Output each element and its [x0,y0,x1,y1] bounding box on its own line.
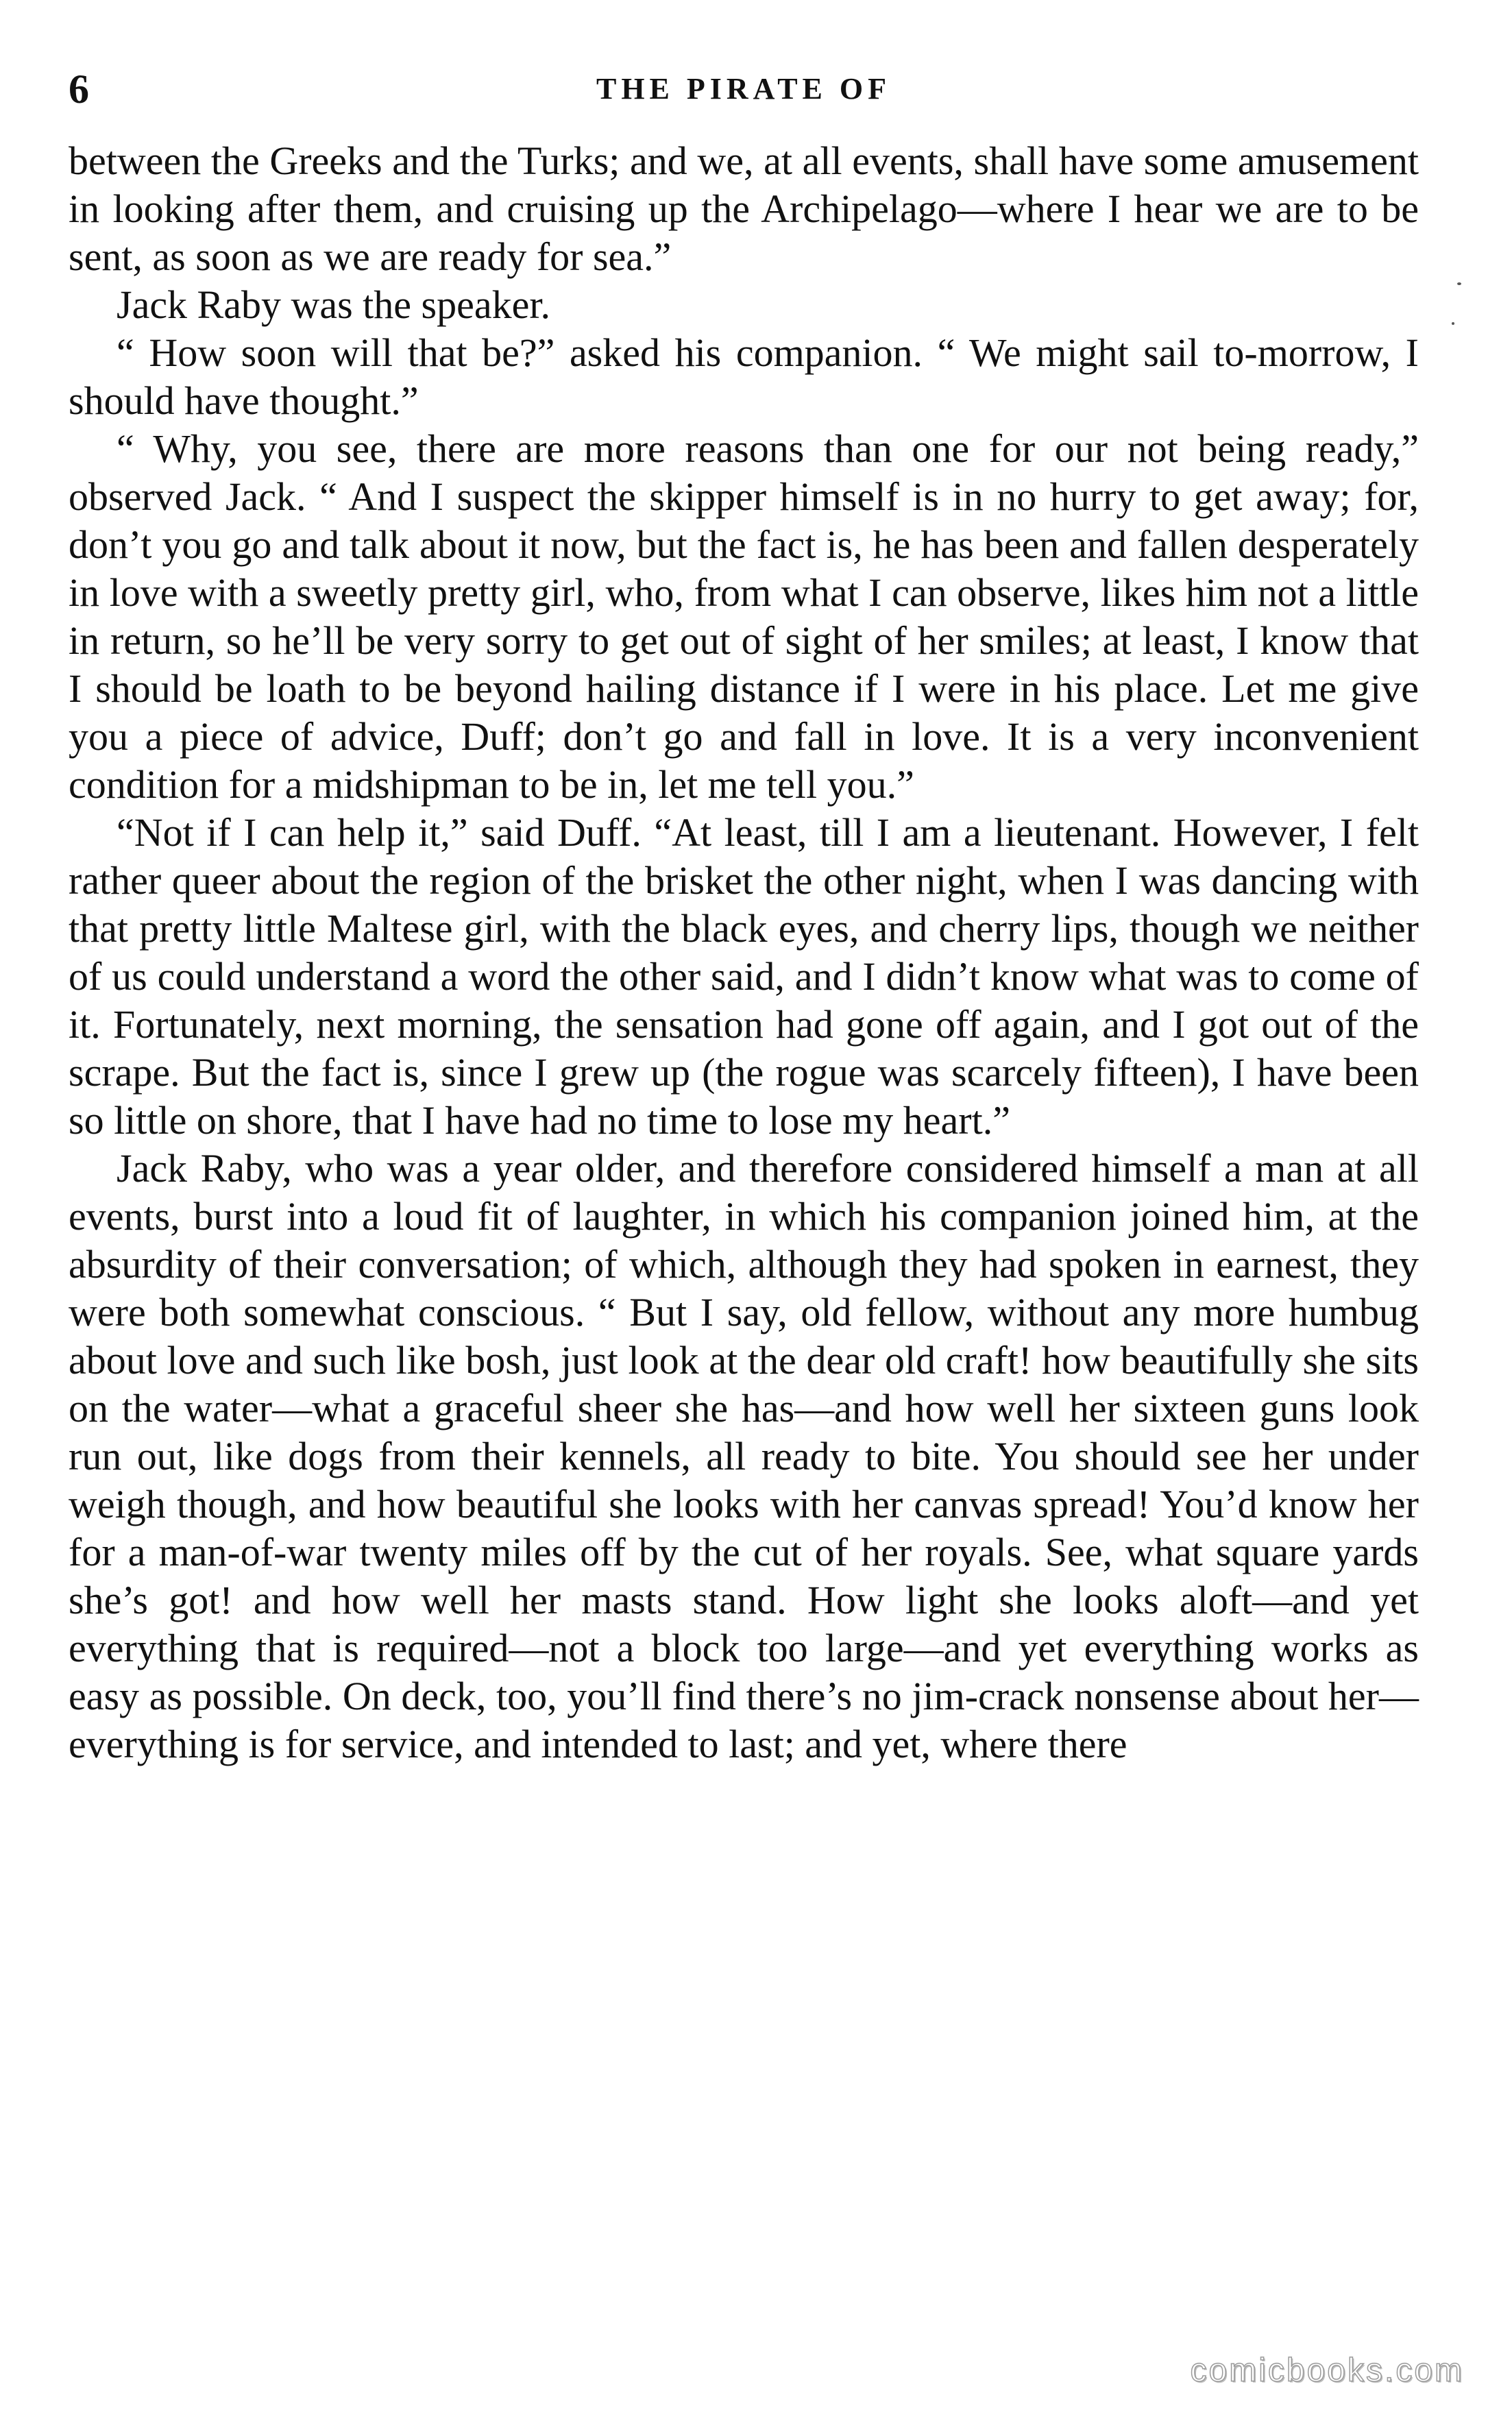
ink-speck [1452,322,1454,325]
ink-speck [1457,282,1461,285]
paragraph-continued: between the Greeks and the Turks; and we, at all events, shall have some amusement in looking after them, and cruising up the Archipelago—where I hear we are to be sent, as soon as we are ready for sea.” [69,138,1419,279]
watermark: comicbooks.com [1190,2352,1464,2389]
page-header [69,62,1419,117]
body-text [69,137,1419,1768]
page-number: 6 [69,66,89,112]
paragraph: “Not if I can help it,” said Duff. “At least, till I am a lieutenant. However, I felt rather queer about the region of the brisket the other night, when I was dancing with that pretty little Maltese girl, with the black eyes, and cherry lips, though we neither of us could understand a word the other said, and I didn’t know what was to come of it. Fortunately, next morning, the sensation had gone off again, and I got out of the scrape. But the fact is, since I grew up (the rogue was scarcely fifteen), I have been so little on shore, that I have had no time to lose my heart.” [69,810,1419,1143]
paragraph: “ How soon will that be?” asked his companion. “ We might sail to-morrow, I should have thought.” [69,330,1419,423]
running-head: THE PIRATE OF [596,72,891,106]
paragraph: Jack Raby was the speaker. [117,282,550,327]
paragraph: Jack Raby, who was a year older, and therefore considered himself a man at all events, burst into a loud fit of laughter, in which his companion joined him, at the absurdity of their conversation; of which, although they had spoken in earnest, they were both somewhat conscious. “ But I say, old fellow, without any more humbug about love and such like bosh, just look at the dear old craft! how beautifully she sits on the water—what a graceful sheer she has—and how well her sixteen guns look run out, like dogs from their kennels, all ready to bite. You should see her under weigh though, and how beautiful she looks with her canvas spread! You’d know her for a man-of-war twenty miles off by the cut of her royals. See, what square yards she’s got! and how well her masts stand. How light she looks aloft—and yet everything that is required—not a block too large—and yet everything works as easy as possible. On deck, too, you’ll find there’s no jim-crack nonsense about her—everything is for service, and intended to last; and yet, where there [69,1146,1419,1766]
paragraph: “ Why, you see, there are more reasons than one for our not being ready,” observed Jack. “ And I suspect the skipper himself is in no hurry to get away; for, don’t you go and talk about it now, but the fact is, he has been and fallen desperately in love with a sweetly pretty girl, who, from what I can observe, likes him not a little in return, so he’ll be very sorry to get out of sight of her smiles; at least, I know that I should be loath to be beyond hailing distance if I were in his place. Let me give you a piece of advice, Duff; don’t go and fall in love. It is a very inconvenient condition for a midshipman to be in, let me tell you.” [69,426,1419,807]
